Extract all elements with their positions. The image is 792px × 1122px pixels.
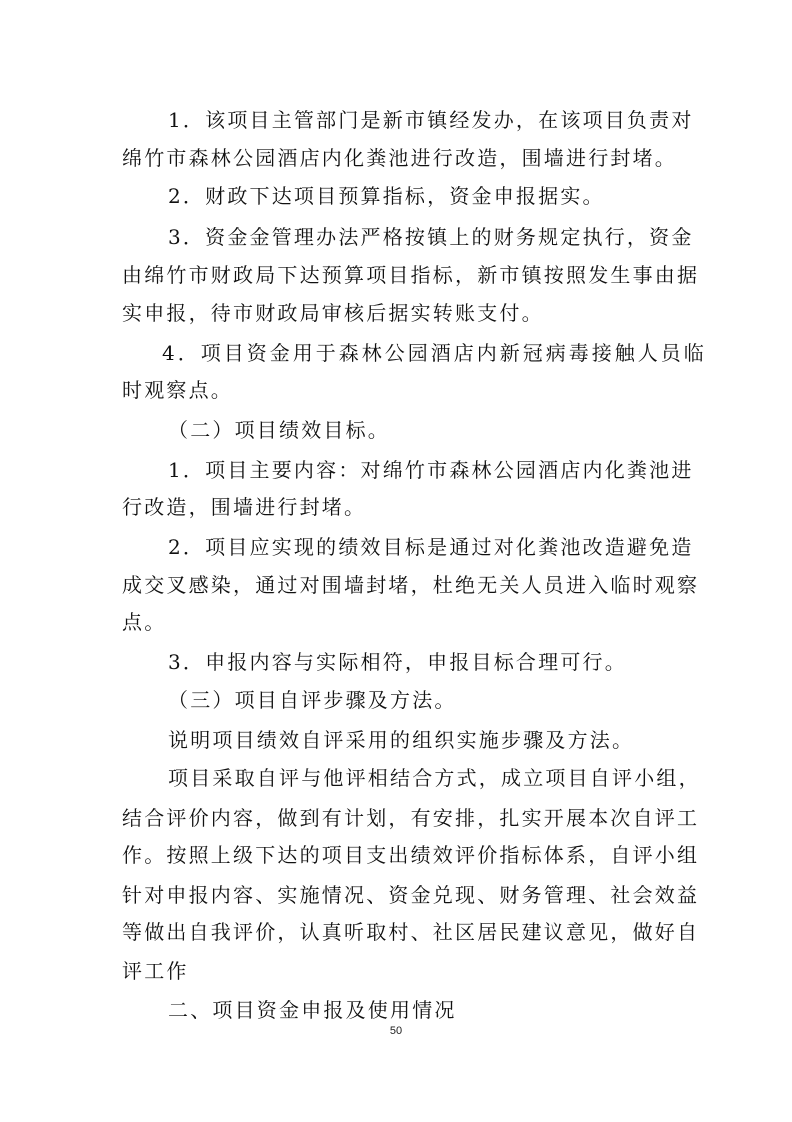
text-line: 2．财政下达项目预算指标，资金申报据实。 [168, 184, 605, 208]
text-line: 项目采取自评与他评相结合方式，成立项目自评小组， [168, 766, 701, 790]
text-line: 实申报，待市财政局审核后据实转账支付。 [122, 301, 544, 325]
page-number: 50 [389, 1025, 403, 1037]
text-line: 作。按照上级下达的项目支出绩效评价指标体系，自评小组 [122, 843, 700, 867]
text-line: 成交叉感染，通过对围墙封堵，杜绝无关人员进入临时观察 [122, 573, 700, 597]
text-line: 由绵竹市财政局下达预算项目指标，新市镇按照发生事由据 [122, 263, 700, 287]
text-line: 1．项目主要内容：对绵竹市森林公园酒店内化粪池进 [168, 458, 694, 482]
section-heading: （二）项目绩效目标。 [168, 418, 390, 442]
text-line: 点。 [122, 610, 167, 634]
text-line: 行改造，围墙进行封堵。 [122, 495, 367, 519]
text-line: 3．申报内容与实际相符，申报目标合理可行。 [168, 650, 627, 674]
text-line: 绵竹市森林公园酒店内化粪池进行改造，围墙进行封堵。 [122, 146, 677, 170]
text-line: 针对申报内容、实施情况、资金兑现、财务管理、社会效益 [122, 883, 700, 907]
text-line: 3．资金金管理办法严格按镇上的财务规定执行，资金 [168, 225, 694, 249]
text-line: 结合评价内容，做到有计划，有安排，扎实开展本次自评工 [122, 806, 700, 830]
section-heading: 二、项目资金申报及使用情况 [168, 998, 457, 1022]
text-line: 2．项目应实现的绩效目标是通过对化粪池改造避免造 [168, 535, 694, 559]
text-line: 等做出自我评价，认真听取村、社区居民建议意见，做好自 [122, 920, 700, 944]
text-line: 时观察点。 [122, 378, 233, 402]
text-line: 评工作 [122, 959, 189, 983]
text-line: 说明项目绩效自评采用的组织实施步骤及方法。 [168, 728, 635, 752]
text-line: 1．该项目主管部门是新市镇经发办，在该项目负责对 [168, 108, 694, 132]
text-line: 4．项目资金用于森林公园酒店内新冠病毒接触人员临 [162, 341, 707, 365]
section-heading: （三）项目自评步骤及方法。 [168, 688, 457, 712]
